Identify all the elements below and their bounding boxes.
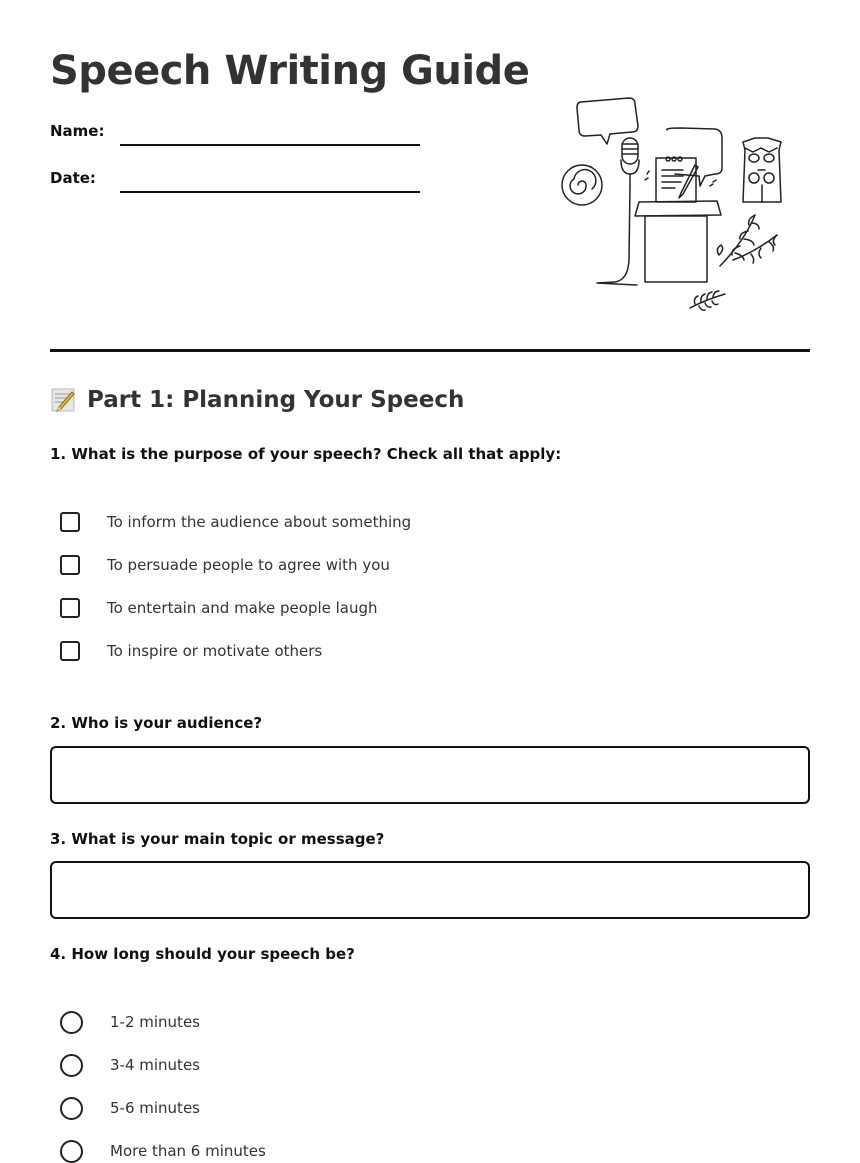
purpose-option-inspire[interactable]: [60, 639, 322, 663]
radio-button[interactable]: [60, 1097, 83, 1120]
name-label: Name:: [50, 122, 105, 140]
option-label: 3-4 minutes: [110, 1056, 200, 1074]
length-option-3-4[interactable]: [60, 1053, 200, 1077]
length-option-1-2[interactable]: [60, 1010, 200, 1034]
option-label: More than 6 minutes: [110, 1142, 266, 1160]
option-label: 1-2 minutes: [110, 1013, 200, 1031]
purpose-option-inform[interactable]: [60, 510, 411, 534]
header-divider: [50, 349, 810, 352]
option-label: To entertain and make people laugh: [107, 599, 378, 617]
length-option-more-than-6[interactable]: [60, 1139, 266, 1163]
checkbox[interactable]: [60, 512, 80, 532]
topic-answer-box[interactable]: [50, 861, 810, 919]
memo-pencil-icon: [50, 386, 78, 414]
radio-button[interactable]: [60, 1054, 83, 1077]
option-label: To inspire or motivate others: [107, 642, 323, 660]
option-label: To persuade people to agree with you: [107, 556, 390, 574]
section-title-text: Part 1: Planning Your Speech: [87, 387, 465, 413]
date-label: Date:: [50, 169, 96, 187]
purpose-option-persuade[interactable]: [60, 553, 390, 577]
date-input-line[interactable]: [120, 191, 420, 193]
radio-button[interactable]: [60, 1011, 83, 1034]
date-field[interactable]: [50, 163, 430, 193]
page-title: Speech Writing Guide: [50, 48, 530, 94]
question-1: 1. What is the purpose of your speech? Check all that apply:: [50, 445, 562, 463]
option-label: To inform the audience about something: [107, 513, 412, 531]
radio-button[interactable]: [60, 1140, 83, 1163]
audience-answer-box[interactable]: [50, 746, 810, 804]
question-3: 3. What is your main topic or message?: [50, 830, 385, 848]
checkbox[interactable]: [60, 598, 80, 618]
name-input-line[interactable]: [120, 144, 420, 146]
length-option-5-6[interactable]: [60, 1096, 200, 1120]
checkbox[interactable]: [60, 555, 80, 575]
question-4: 4. How long should your speech be?: [50, 945, 355, 963]
checkbox[interactable]: [60, 641, 80, 661]
name-field[interactable]: [50, 116, 430, 146]
question-2: 2. Who is your audience?: [50, 714, 263, 732]
section-title-part1: [50, 386, 464, 414]
purpose-option-entertain[interactable]: [60, 596, 378, 620]
speech-podium-illustration: [555, 90, 795, 320]
option-label: 5-6 minutes: [110, 1099, 200, 1117]
